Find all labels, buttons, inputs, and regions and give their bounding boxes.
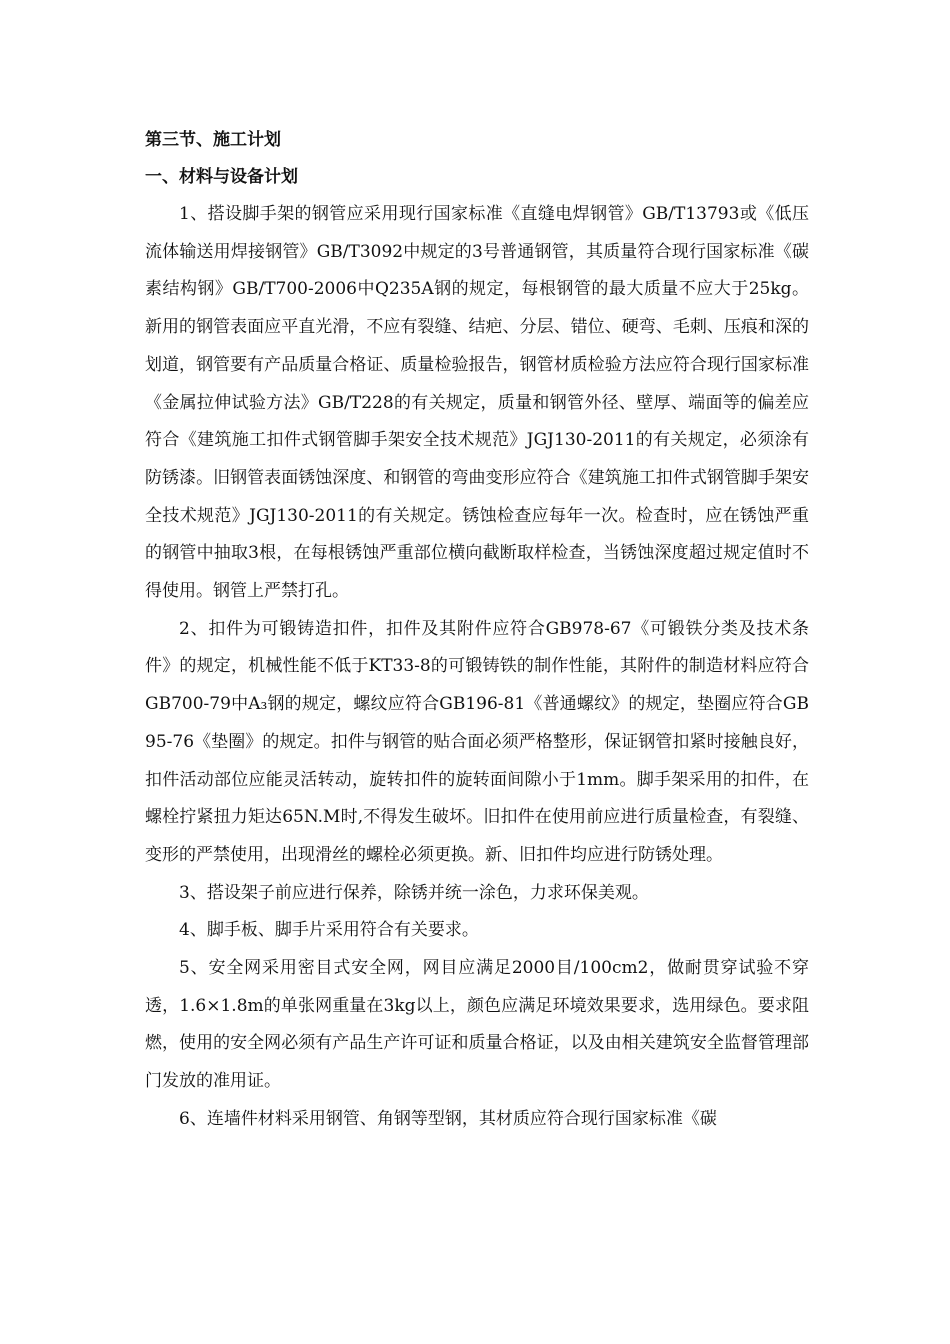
paragraph-maintenance: 3、搭设架子前应进行保养，除锈并统一涂色，力求环保美观。 [179,882,649,903]
paragraph-wall-ties: 6、连墙件材料采用钢管、角钢等型钢，其材质应符合现行国家标准《碳 [179,1108,717,1129]
paragraph-couplers: 2、扣件为可锻铸造扣件，扣件及其附件应符合GB978-67《可锻铁分类及技术条件》的规定，机械性能不低于KT33-8的可锻铸铁的制作性能，其附件的制造材料应符合GB700-79中A₃钢的规定，螺纹应符合GB196-81《普通螺纹》的规定，垫圈应符合GB95-76《垫圈》的规定。扣件与钢管的贴合面必须严格整形，保证钢管扣紧时接触良好，扣件活动部位应能灵活转动，旋转扣件的旋转面间隙小于1mm。脚手架采用的扣件，在螺栓拧紧扭力矩达65N.M时,不得发生破坏。旧扣件在使用前应进行质量检查，有裂缝、变形的严禁使用，出现滑丝的螺栓必须更换。新、旧扣件均应进行防锈处理。 [145,618,809,865]
paragraph-scaffold-boards: 4、脚手板、脚手片采用符合有关要求。 [179,920,479,941]
section-title: 第三节、施工计划 [145,130,281,150]
paragraph-steel-pipes: 1、搭设脚手架的钢管应采用现行国家标准《直缝电焊钢管》GB/T13793或《低压流体输送用焊接钢管》GB/T3092中规定的3号普通钢管，其质量符合现行国家标准《碳素结构钢》GB/T700-2006中Q235A钢的规定，每根钢管的最大质量不应大于25kg。新用的钢管表面应平直光滑，不应有裂缝、结疤、分层、错位、硬弯、毛刺、压痕和深的划道，钢管要有产品质量合格证、质量检验报告，钢管材质检验方法应符合现行国家标准《金属拉伸试验方法》GB/T228的有关规定，质量和钢管外径、壁厚、端面等的偏差应符合《建筑施工扣件式钢管脚手架安全技术规范》JGJ130-2011的有关规定，必须涂有防锈漆。旧钢管表面锈蚀深度、和钢管的弯曲变形应符合《建筑施工扣件式钢管脚手架安全技术规范》JGJ130-2011的有关规定。锈蚀检查应每年一次。检查时，应在锈蚀严重的钢管中抽取3根，在每根锈蚀严重部位横向截断取样检查，当锈蚀深度超过规定值时不得使用。钢管上严禁打孔。 [145,204,809,602]
subsection-title: 一、材料与设备计划 [145,167,298,187]
paragraph-safety-net: 5、安全网采用密目式安全网，网目应满足2000目/100cm2，做耐贯穿试验不穿透，1.6×1.8m的单张网重量在3kg以上，颜色应满足环境效果要求，选用绿色。要求阻燃，使用的安全网必须有产品生产许可证和质量合格证，以及由相关建筑安全监督管理部门发放的准用证。 [145,958,809,1092]
document-body [145,122,809,1139]
